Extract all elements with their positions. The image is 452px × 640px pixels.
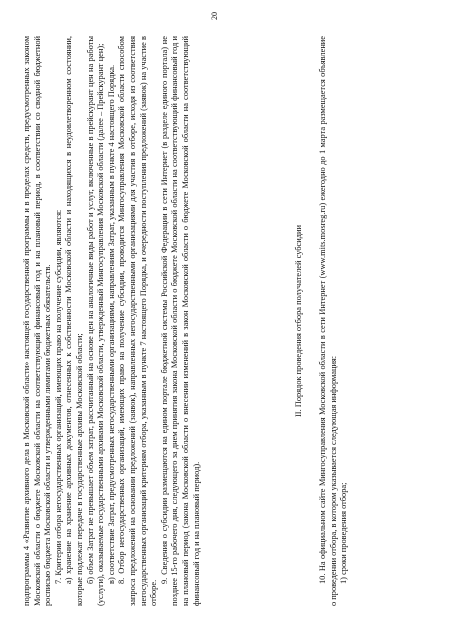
paragraph: 10. На официальном сайте Мингосуправления Московской области в сети Интернет (www.mits.mosreg.ru) ежегодно до 1 марта размещается объявление о проведении отбора, в котором указывается следующая информация: bbox=[318, 36, 338, 606]
paragraph: б) объем Затрат не превышает объем затрат, рассчитанный на основе цен на аналогичные виды работ и услуг, включенные в прейскурант цен на работы (услуги), оказываемые государственными архивами Московской области, утвержденный Мингосуправления Московской области (далее – Прейскурант цен); bbox=[85, 36, 106, 606]
paragraph: 9. Сведения о субсидии размещаются на едином портале бюджетной системы Российской Федерации в сети Интернет (в разделе единого портала) не позднее 15-го рабочего дня, следующего за днем принятия закона Московской области о бюджете Московской области на соответствующий финансовый год и на плановый период (закона Московской области о внесении изменений в закон Московской области о бюджете Московской области на соответствующий финансовый год и на плановый период). bbox=[159, 36, 201, 606]
paragraph: 8. Отбор негосударственных организаций, имеющих право на получение субсидии, проводится Мингосуправления Московской области способом запроса предложений на основании предложений (заявок), направленных негосударственными организациями для участия в отборе, исходя из соответствия негосударственных организаций критериям отбора, указанным в пункте 7 настоящего Порядка, и очередности поступления предложений (заявок) на участие в отборе. bbox=[117, 36, 159, 606]
page-number: 20 bbox=[210, 12, 219, 20]
section-2-text bbox=[318, 36, 350, 606]
paragraph: в) соответствие Затрат, предусмотренных негосударственными организациями, направлениям Затрат, указанным в пункте 4 настоящего Порядка. bbox=[106, 64, 116, 584]
section-2-heading: II. Порядок проведения отбора получателей субсидии bbox=[294, 225, 303, 417]
section-1-text bbox=[22, 36, 202, 606]
paragraph: 1) сроки проведения отбора; bbox=[339, 482, 349, 584]
paragraph: подпрограммы 4 «Развитие архивного дела в Московской области» настоящей государственной программы и в пределах средств, предусмотренных законом Московской области о бюджете Московской области на соответствующий финансовый год и на плановый период, в соответствии со сводной бюджетной росписью бюджета Московской области и утвержденными лимитами бюджетных обязательств. bbox=[22, 36, 53, 606]
paragraph: а) хранение на хранение архивных документов, отнесенных к собственности Московской области и находящихся в неудовлетворенном состоянии, которые подлежат передаче в государственные архивы Московской области; bbox=[64, 36, 84, 606]
paragraph: 7. Критерии отбора негосударственных организаций, имеющих право на получение субсидии, являются: bbox=[53, 209, 63, 584]
